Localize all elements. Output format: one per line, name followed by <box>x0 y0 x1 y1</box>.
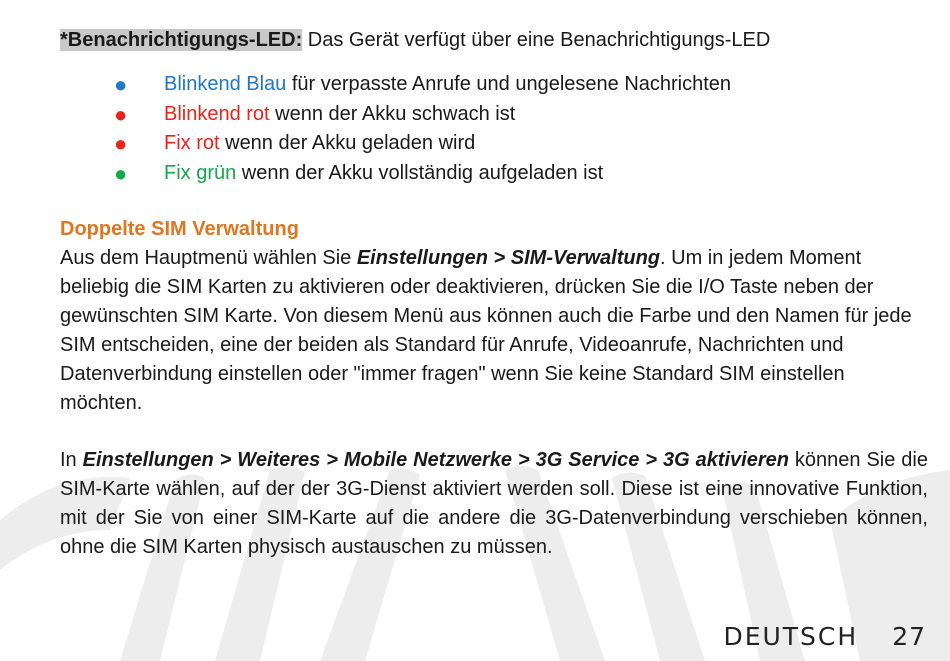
section-heading: Doppelte SIM Verwaltung <box>60 218 299 240</box>
led-state-description: wenn der Akku vollständig aufgeladen ist <box>236 161 604 184</box>
led-state-fix-green: Fix grün <box>164 161 237 184</box>
paragraph-text: Aus dem Hauptmenü wählen Sie <box>60 247 357 269</box>
footer-language: DEUTSCH <box>723 622 859 651</box>
page-content <box>60 26 928 562</box>
led-list <box>60 70 928 188</box>
led-list-item <box>60 159 928 189</box>
led-label: *Benachrichtigungs-LED: <box>60 29 303 51</box>
led-state-description: wenn der Akku schwach ist <box>269 102 516 125</box>
menu-path-3g: Einstellungen > Weiteres > Mobile Netzwerke > 3G Service > 3G aktivieren <box>82 449 789 471</box>
led-state-fix-red: Fix rot <box>164 132 220 154</box>
menu-path-sim: Einstellungen > SIM-Verwaltung <box>356 247 661 269</box>
led-list-item <box>60 129 928 159</box>
paragraph-text: In <box>60 449 83 471</box>
bullet-icon: ● <box>114 131 128 156</box>
paragraph-text: . Um in jedem Moment beliebig die SIM Karten zu aktivieren oder deaktivieren, drücken Sie die I/O Taste neben der gewünschten SIM Karte. Von diesem Menü aus können auch die Farbe und den Namen für jede SIM entscheiden, eine der beiden als Standard für Anrufe, Videoanrufe, Nachrichten und Datenverbindung einstellen oder "immer fragen" wenn Sie keine Standard SIM einstellen möchten. <box>60 247 912 414</box>
paragraph-3g-service <box>60 446 928 562</box>
led-state-blink-red: Blinkend rot <box>164 102 270 125</box>
led-state-blink-blue: Blinkend Blau <box>164 73 287 95</box>
led-state-description: wenn der Akku geladen wird <box>219 132 476 154</box>
bullet-icon: ● <box>114 160 128 186</box>
led-state-description: für verpasste Anrufe und ungelesene Nachrichten <box>286 73 732 95</box>
bullet-icon: ● <box>114 72 128 97</box>
paragraph-text: können Sie die SIM-Karte wählen, auf der der 3G-Dienst aktiviert werden soll. Diese ist eine innovative Funktion, mit der Sie von einer SIM-Karte auf die andere die 3G-Datenverbindung verschieben können, ohne die SIM Karten physisch austauschen zu müssen. <box>60 449 928 558</box>
bullet-icon: ● <box>114 101 128 127</box>
page-number: 27 <box>892 622 926 651</box>
page-footer <box>723 622 926 651</box>
led-description: Das Gerät verfügt über eine Benachrichtigungs-LED <box>302 29 771 51</box>
led-list-item <box>60 70 928 100</box>
paragraph-sim-settings <box>60 244 928 418</box>
led-intro-line <box>60 26 928 55</box>
led-list-item <box>60 100 928 130</box>
